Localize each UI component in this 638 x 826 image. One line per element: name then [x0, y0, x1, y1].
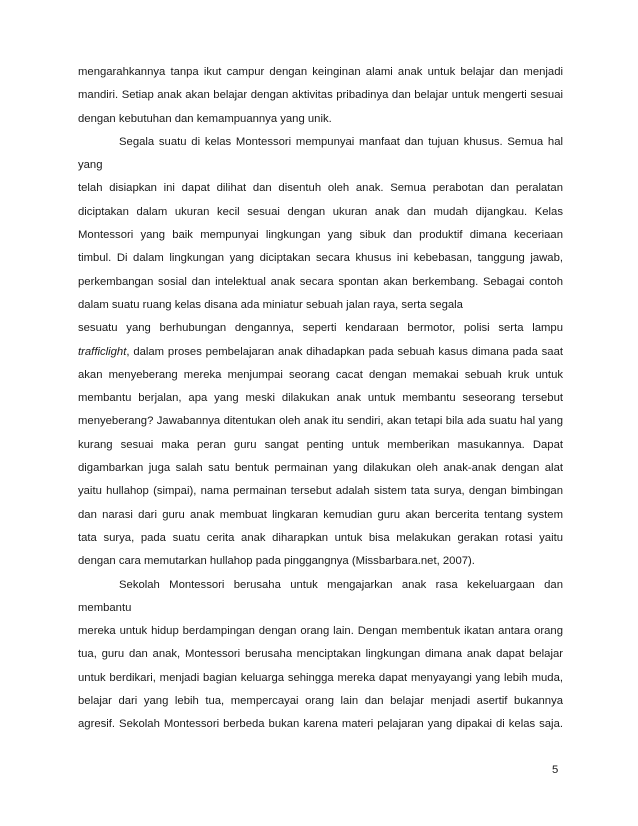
- text-line: dan narasi dari guru anak membuat lingkaran kemudian guru akan bercerita tentang system: [78, 508, 563, 521]
- text-line: diciptakan dalam ukuran kecil sesuai dengan ukuran anak dan mudah dijangkau. Kelas: [78, 205, 563, 218]
- text-line: untuk berdikari, menjadi bagian keluarga sehingga mereka dapat menyayangi yang lebih muda,: [78, 671, 563, 684]
- text-line: perkembangan sosial dan intelektual anak secara spontan akan berkembang. Sebagai contoh: [78, 275, 563, 288]
- text-line: membantu: [78, 601, 132, 614]
- italic-term: trafficlight: [78, 345, 127, 358]
- text-line: menyeberang? Jawabannya ditentukan oleh anak itu sendiri, akan tetapi bila ada suatu hal yang: [78, 415, 563, 428]
- text-line: agresif. Sekolah Montessori berbeda bukan karena materi pelajaran yang dipakai di kelas saja.: [78, 718, 563, 731]
- text-line: belajar dari yang lebih tua, mempercayai orang lain dan belajar menjadi asertif bukannya: [78, 695, 563, 708]
- text-line: mereka untuk hidup berdampingan dengan orang lain. Dengan membentuk ikatan antara orang: [78, 625, 563, 638]
- text-line: kurang sesuai maka peran guru sangat penting untuk memberikan masukannya. Dapat: [78, 438, 563, 451]
- text-line: tata surya, pada suatu cerita anak diharapkan untuk bisa melakukan gerakan rotasi yaitu: [78, 531, 563, 544]
- text-line-with-italic: [78, 341, 563, 364]
- text-line: dengan cara memutarkan hullahop pada pinggangnya (Missbarbara.net, 2007).: [78, 555, 475, 568]
- text-line: digambarkan juga salah satu bentuk permainan yang dilakukan oleh anak-anak dengan alat: [78, 462, 563, 475]
- text-line: yang: [78, 159, 103, 172]
- text-line: sesuatu yang berhubungan dengannya, seperti kendaraan bermotor, polisi serta lampu: [78, 322, 563, 335]
- text-line: yaitu hullahop (simpai), nama permainan tersebut adalah sistem tata surya, dengan bimbingan: [78, 485, 563, 498]
- text-line-rest: , dalam proses pembelajaran anak dihadapkan pada sebuah kasus dimana pada saat: [126, 345, 563, 358]
- text-line: mengarahkannya tanpa ikut campur dengan keinginan alami anak untuk belajar dan menjadi: [78, 66, 563, 78]
- text-line: dengan kebutuhan dan kemampuannya yang unik.: [78, 112, 332, 125]
- paragraph-first-line: Segala suatu di kelas Montessori mempunyai manfaat dan tujuan khusus. Semua hal: [119, 135, 563, 148]
- text-line: membantu berjalan, apa yang meski dilakukan anak untuk membantu seseorang tersebut: [78, 392, 563, 405]
- text-line: mandiri. Setiap anak akan belajar dengan aktivitas pribadinya dan belajar untuk mengerti sesuai: [78, 89, 563, 102]
- text-line: telah disiapkan ini dapat dilihat dan disentuh oleh anak. Semua perabotan dan peralatan: [78, 182, 563, 195]
- text-line: dalam suatu ruang kelas disana ada miniatur sebuah jalan raya, serta segala: [78, 298, 463, 311]
- paragraph-first-line: Sekolah Montessori berusaha untuk mengajarkan anak rasa kekeluargaan dan: [119, 578, 563, 591]
- body-text: [78, 61, 563, 737]
- text-line: timbul. Di dalam lingkungan yang diciptakan secara khusus ini kebebasan, tanggung jawab,: [78, 252, 563, 265]
- page-number: 5: [552, 764, 559, 776]
- text-line: Montessori yang baik mempunyai lingkungan yang sibuk dan produktif dimana keceriaan: [78, 229, 563, 242]
- text-line: tua, guru dan anak, Montessori berusaha menciptakan lingkungan dimana anak dapat belajar: [78, 648, 563, 661]
- text-line: akan menyeberang mereka menjumpai seorang cacat dengan memakai sebuah kruk untuk: [78, 368, 563, 381]
